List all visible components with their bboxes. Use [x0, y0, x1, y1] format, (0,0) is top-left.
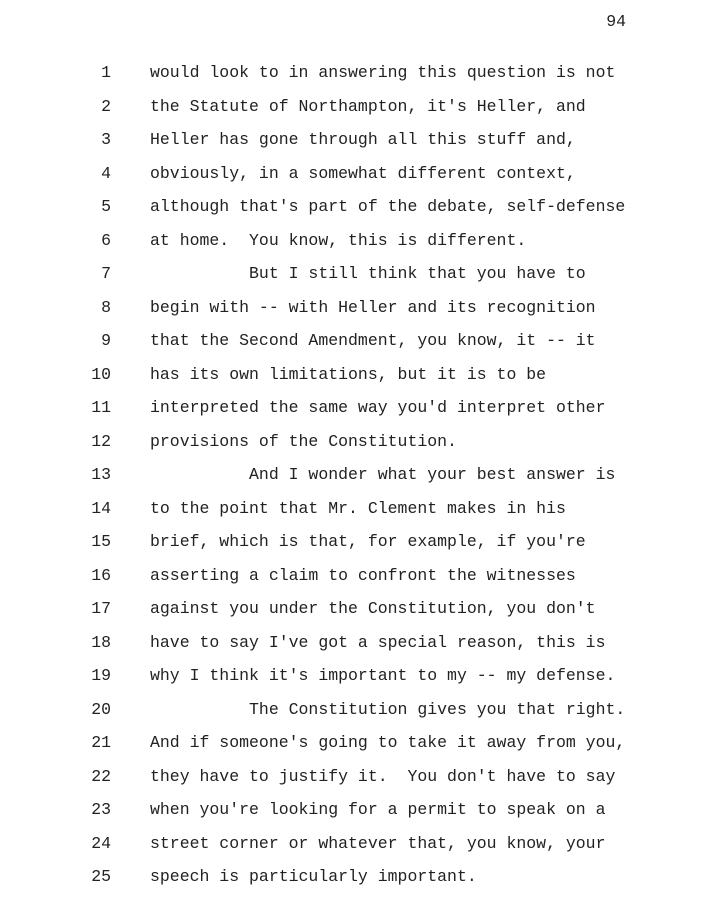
line-text: would look to in answering this question is not [150, 63, 616, 82]
line-number: 11 [91, 398, 111, 417]
line-text: although that's part of the debate, self-defense [150, 197, 626, 216]
transcript-line [0, 430, 726, 464]
line-text: But I still think that you have to [150, 264, 586, 283]
line-text: to the point that Mr. Clement makes in his [150, 498, 566, 518]
transcript-line [0, 296, 726, 330]
line-text: begin with -- with Heller and its recognition [150, 297, 596, 317]
line-number: 13 [91, 465, 111, 484]
transcript-line [0, 262, 726, 296]
line-text: brief, which is that, for example, if you're [150, 532, 586, 551]
line-number: 15 [91, 532, 111, 551]
transcript-line [0, 61, 726, 95]
transcript-line [0, 865, 726, 899]
transcript-line [0, 229, 726, 263]
transcript-line [0, 497, 726, 531]
transcript-line [0, 564, 726, 598]
line-number: 2 [101, 96, 111, 116]
line-text: the Statute of Northampton, it's Heller, and [150, 96, 586, 116]
line-text: asserting a claim to confront the witnesses [150, 565, 576, 585]
transcript-line [0, 731, 726, 765]
line-number: 8 [101, 297, 111, 317]
line-number: 5 [101, 197, 111, 216]
transcript-line [0, 631, 726, 665]
line-number: 4 [101, 163, 111, 183]
line-number: 22 [91, 766, 111, 786]
line-text: street corner or whatever that, you know, your [150, 833, 606, 853]
transcript-line [0, 765, 726, 799]
transcript-line [0, 95, 726, 129]
line-number: 1 [101, 63, 111, 82]
line-text: And if someone's going to take it away from you, [150, 733, 626, 752]
line-number: 24 [91, 833, 111, 853]
line-text: interpreted the same way you'd interpret other [150, 398, 606, 417]
line-text: when you're looking for a permit to speak on a [150, 800, 606, 819]
transcript-body [0, 61, 726, 899]
transcript-line [0, 195, 726, 229]
transcript-line [0, 664, 726, 698]
line-number: 14 [91, 498, 111, 518]
transcript-line [0, 530, 726, 564]
line-text: that the Second Amendment, you know, it -- it [150, 331, 596, 350]
line-text: provisions of the Constitution. [150, 431, 457, 451]
line-number: 10 [91, 364, 111, 384]
line-number: 9 [101, 331, 111, 350]
line-number: 16 [91, 565, 111, 585]
line-text: speech is particularly important. [150, 867, 477, 886]
line-number: 12 [91, 431, 111, 451]
line-text: why I think it's important to my -- my defense. [150, 666, 616, 685]
line-number: 17 [91, 599, 111, 618]
line-text: at home. You know, this is different. [150, 230, 527, 250]
line-text: obviously, in a somewhat different context, [150, 163, 576, 183]
transcript-line [0, 597, 726, 631]
transcript-line [0, 128, 726, 162]
line-text: And I wonder what your best answer is [150, 465, 616, 484]
line-text: against you under the Constitution, you don't [150, 599, 596, 618]
line-number: 25 [91, 867, 111, 886]
line-number: 19 [91, 666, 111, 685]
line-text: has its own limitations, but it is to be [150, 364, 547, 384]
transcript-line [0, 162, 726, 196]
line-number: 21 [91, 733, 111, 752]
line-number: 6 [101, 230, 111, 250]
transcript-line [0, 463, 726, 497]
line-text: Heller has gone through all this stuff and, [150, 130, 576, 149]
line-text: The Constitution gives you that right. [150, 699, 626, 719]
line-number: 20 [91, 699, 111, 719]
line-number: 18 [91, 632, 111, 652]
line-number: 7 [101, 264, 111, 283]
page-number: 94 [606, 12, 626, 31]
transcript-line [0, 832, 726, 866]
line-number: 23 [91, 800, 111, 819]
transcript-line [0, 698, 726, 732]
transcript-line [0, 363, 726, 397]
transcript-line [0, 396, 726, 430]
transcript-line [0, 798, 726, 832]
line-text: have to say I've got a special reason, this is [150, 632, 606, 652]
line-text: they have to justify it. You don't have to say [150, 766, 616, 786]
transcript-line [0, 329, 726, 363]
line-number: 3 [101, 130, 111, 149]
